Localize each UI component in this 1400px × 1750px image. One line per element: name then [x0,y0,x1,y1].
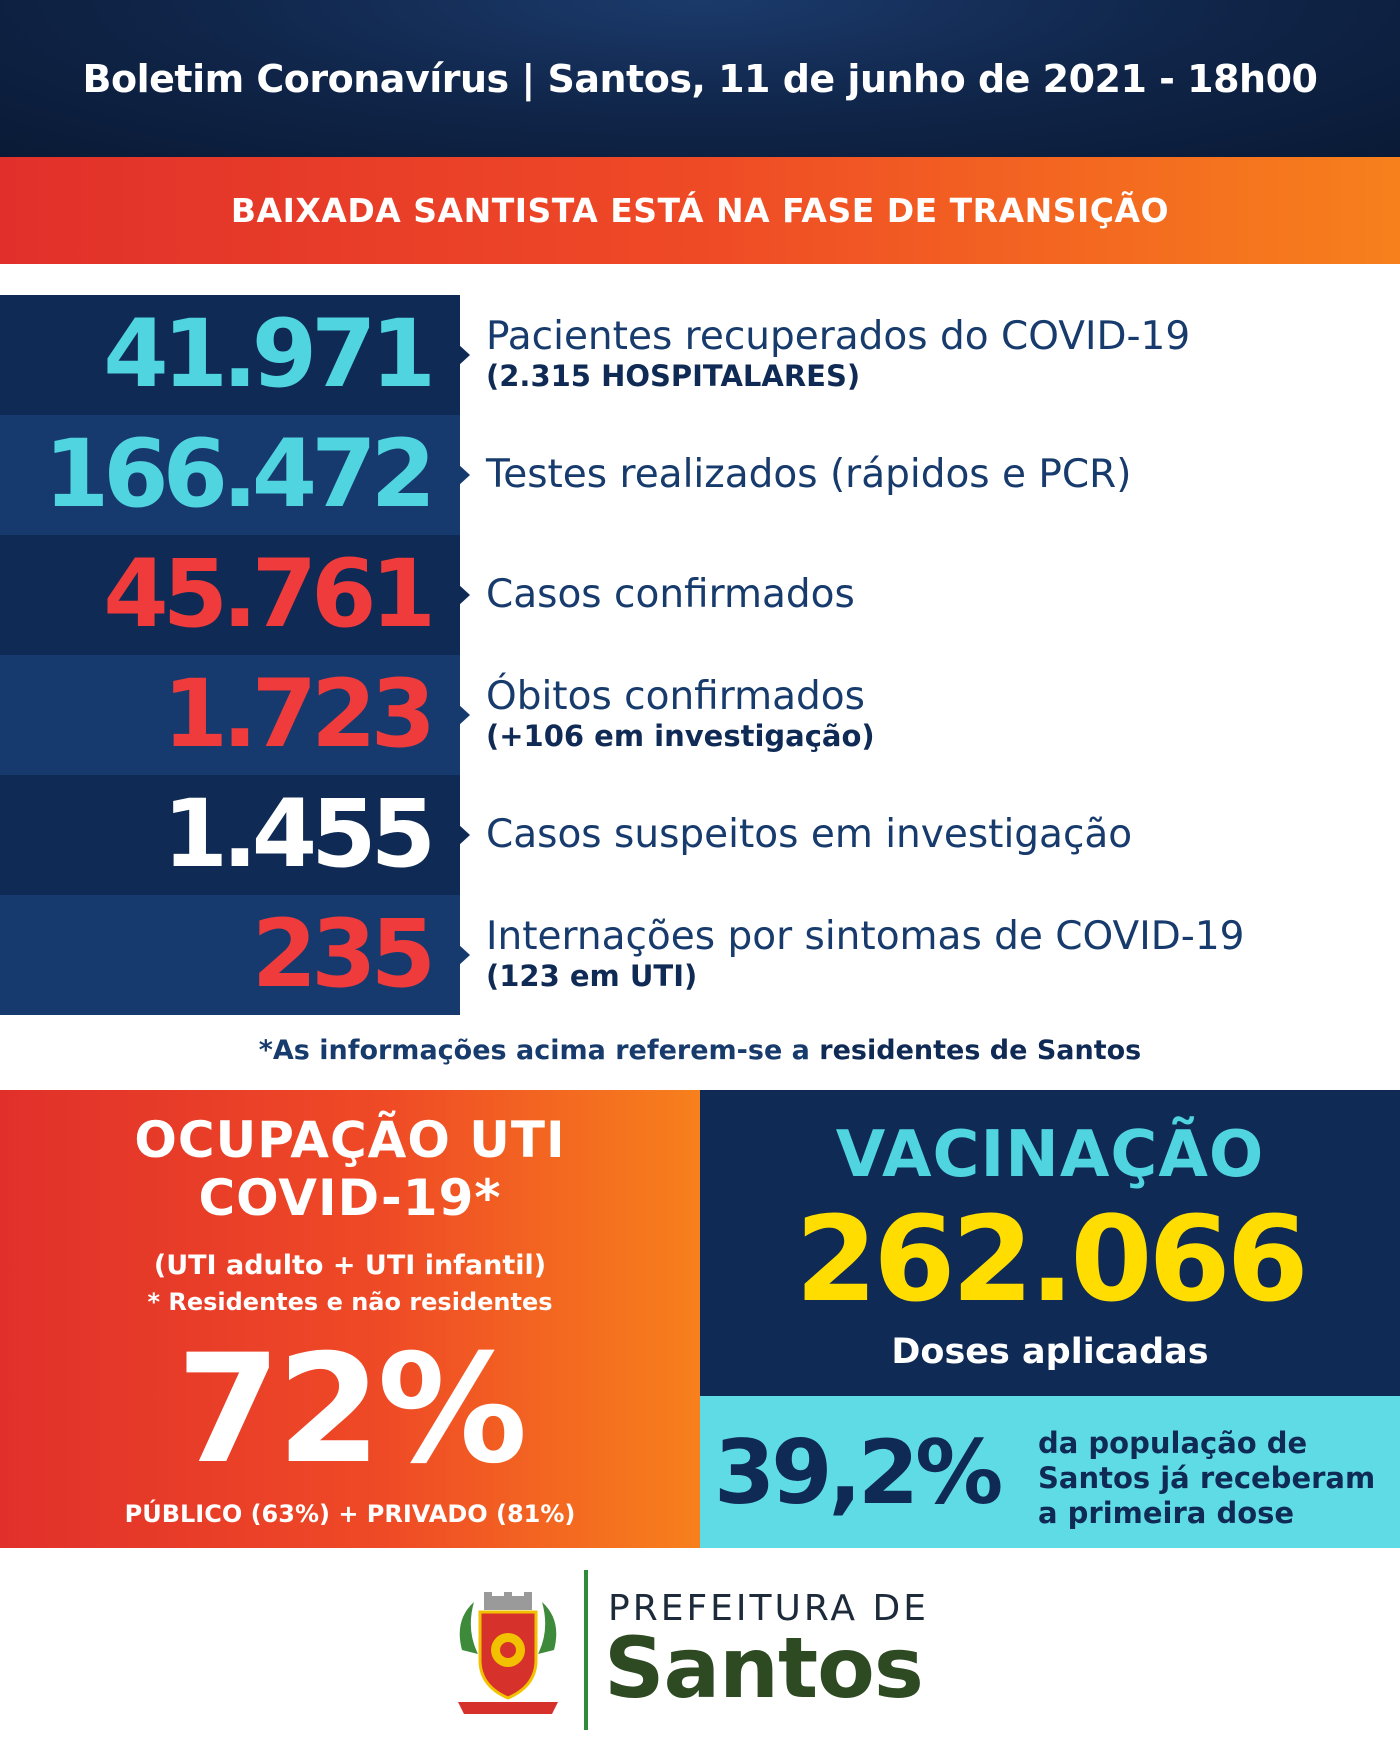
population-panel [700,1396,1400,1548]
stats-list [0,295,1400,1015]
header-banner [0,0,1400,157]
stat-recovered-sub: (2.315 HOSPITALARES) [486,359,861,394]
stat-tests-value: 166.472 [43,420,430,529]
brand-santos: Santos [604,1619,923,1717]
stat-number-box [0,655,460,775]
stat-number-box [0,535,460,655]
footer [0,1548,1400,1750]
stat-suspected [0,775,1400,895]
stat-confirmed-value: 45.761 [103,540,430,649]
chevron-right-icon [458,944,470,966]
stat-hospitalized-label: Internações por sintomas de COVID-19 [486,914,1245,960]
santos-coat-of-arms-icon [448,1590,568,1720]
chevron-right-icon [458,704,470,726]
stat-label-box [486,535,855,655]
vaccination-title: VACINAÇÃO [835,1118,1265,1192]
icu-percent: 72% [176,1323,524,1497]
population-line2: Santos já receberam [1038,1460,1376,1495]
stat-label-box [486,415,1131,535]
stat-recovered-value: 41.971 [103,300,430,409]
icu-subtitle: (UTI adulto + UTI infantil) [153,1250,547,1281]
population-line1: da população de [1038,1426,1308,1460]
stat-hospitalized-sub: (123 em UTI) [486,959,698,994]
stat-number-box [0,415,460,535]
stat-hospitalized-value: 235 [251,900,430,1009]
population-text [1038,1426,1398,1530]
icu-occupancy-panel [0,1090,700,1548]
stat-deaths-sub: (+106 em investigação) [486,719,875,754]
stat-hospitalized [0,895,1400,1015]
chevron-right-icon [458,584,470,606]
vaccination-doses-label: Doses aplicadas [891,1332,1209,1372]
stat-recovered [0,295,1400,415]
stat-deaths-label: Óbitos confirmados [486,674,865,720]
phase-text: BAIXADA SANTISTA ESTÁ NA FASE DE TRANSIÇÃO [230,191,1170,230]
population-line3: a primeira dose [1038,1495,1295,1530]
stat-number-box [0,895,460,1015]
icu-title-line1: OCUPAÇÃO UTI [134,1111,566,1169]
brand-prefeitura: PREFEITURA DE [608,1588,929,1629]
footnote-prefix: *As informações acima referem-se a [258,1035,820,1066]
vaccination-doses-value: 262.066 [795,1190,1305,1328]
chevron-right-icon [458,344,470,366]
residents-footnote [0,1035,1400,1066]
population-percent: 39,2% [714,1420,1000,1524]
stat-label-box [486,895,1244,1015]
icu-note: * Residentes e não residentes [147,1288,553,1316]
chevron-right-icon [458,824,470,846]
stat-confirmed [0,535,1400,655]
stat-tests-label: Testes realizados (rápidos e PCR) [486,451,1132,497]
stat-suspected-value: 1.455 [162,780,430,889]
phase-banner [0,157,1400,264]
stat-deaths-value: 1.723 [162,660,430,769]
stat-label-box [486,655,875,775]
icu-title [0,1112,700,1227]
stat-number-box [0,775,460,895]
footnote-strong: residentes de Santos [819,1035,1142,1066]
stat-recovered-label: Pacientes recuperados do COVID-19 [486,314,1191,360]
stat-suspected-label: Casos suspeitos em investigação [486,811,1133,857]
icu-title-line2: COVID-19* [198,1168,502,1227]
stat-label-box [486,295,1190,415]
footer-divider [584,1570,588,1730]
stat-number-box [0,295,460,415]
icu-breakdown: PÚBLICO (63%) + PRIVADO (81%) [124,1500,576,1528]
vaccination-panel [700,1090,1400,1396]
stat-tests [0,415,1400,535]
bulletin-title: Boletim Coronavírus | Santos, 11 de junho de 2021 - 18h00 [82,56,1318,101]
stat-label-box [486,775,1132,895]
stat-deaths [0,655,1400,775]
chevron-right-icon [458,464,470,486]
stat-confirmed-label: Casos confirmados [486,571,855,617]
